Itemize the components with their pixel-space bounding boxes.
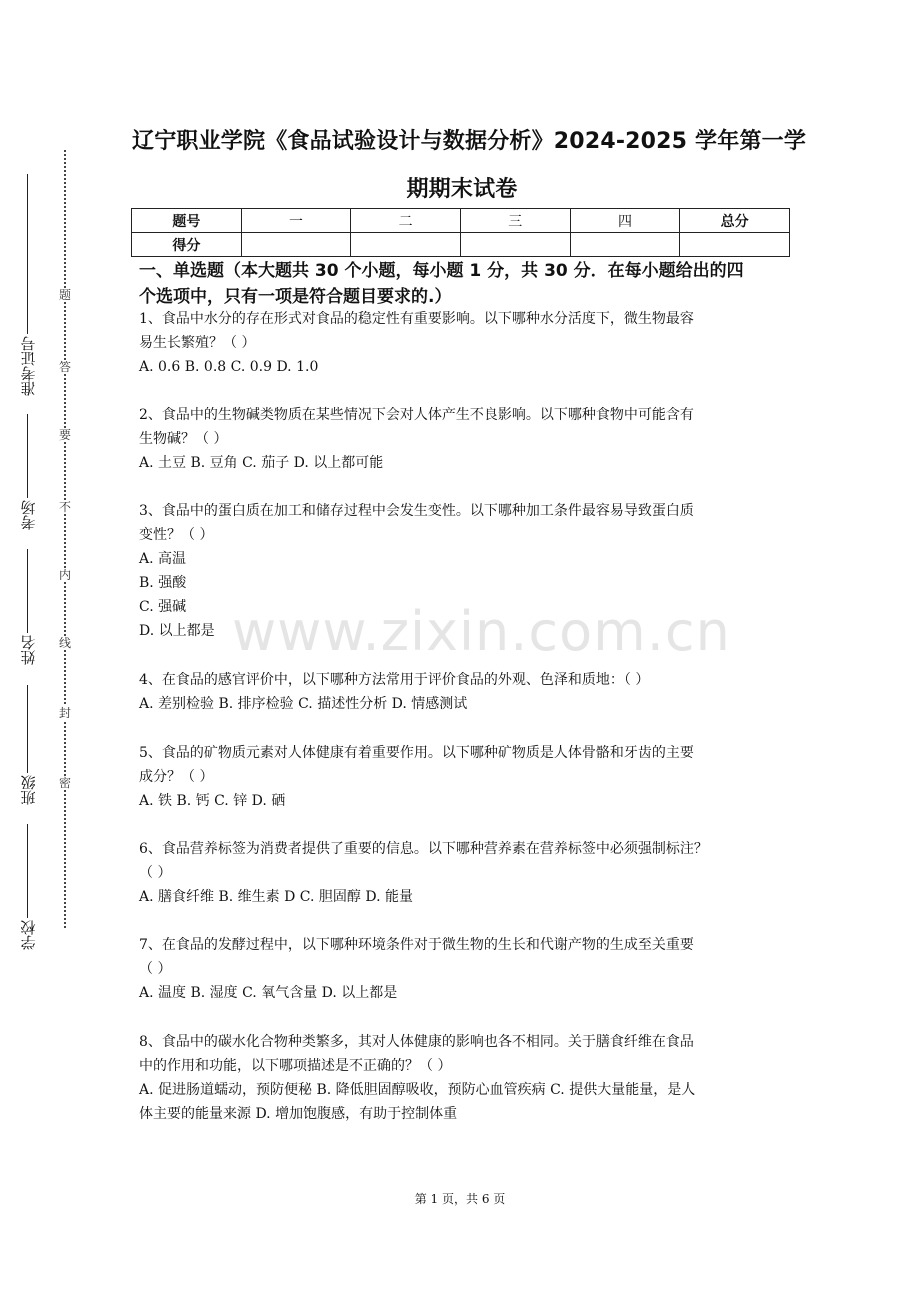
- class-field[interactable]: [16, 680, 40, 805]
- question-options: A. 膳食纤维 B. 维生素 D C. 胆固醇 D. 能量: [139, 889, 413, 905]
- binding-word: 封: [58, 706, 71, 720]
- exam-room-field[interactable]: [16, 410, 40, 530]
- question-options: 体主要的能量来源 D. 增加饱腹感，有助于控制体重: [139, 1106, 458, 1122]
- question-2: [139, 403, 789, 475]
- binding-word: 密: [58, 776, 71, 790]
- question-text: 变性？（ ）: [139, 527, 214, 543]
- name-label: 姓名: [19, 635, 38, 665]
- score-table-score-row: [132, 233, 790, 257]
- score-header-cell: 二: [351, 209, 461, 233]
- question-6: [139, 837, 789, 909]
- exam-title-line-1: 辽宁职业学院《食品试验设计与数据分析》2024-2025 学年第一学: [132, 129, 807, 154]
- watermark: www.zixin.com.cn: [232, 600, 731, 663]
- binding-dotted-line: [64, 150, 66, 928]
- question-text: 易生长繁殖？（ ）: [139, 335, 256, 351]
- question-text: 7、在食品的发酵过程中，以下哪种环境条件对于微生物的生长和代谢产物的生成至关重要: [139, 937, 694, 953]
- question-options: A. 铁 B. 钙 C. 锌 D. 硒: [139, 793, 286, 809]
- score-header-cell: 四: [570, 209, 680, 233]
- score-table: [131, 208, 790, 257]
- binding-word: 线: [58, 636, 71, 650]
- class-label: 班级: [19, 775, 38, 805]
- question-text: 1、食品中水分的存在形式对食品的稳定性有重要影响。以下哪种水分活度下，微生物最容: [139, 311, 694, 327]
- question-text: 6、食品营养标签为消费者提供了重要的信息。以下哪种营养素在营养标签中必须强制标注？: [139, 841, 708, 857]
- question-options: A. 温度 B. 湿度 C. 氧气含量 D. 以上都是: [139, 985, 398, 1001]
- exam-title-line-2: 期期末试卷: [406, 177, 518, 202]
- question-options: A. 0.6 B. 0.8 C. 0.9 D. 1.0: [139, 359, 319, 375]
- score-header-cell: 题号: [132, 209, 242, 233]
- section-heading-line: 个选项中，只有一项是符合题目要求的.）: [139, 287, 452, 307]
- page-footer: 第 1 页，共 6 页: [414, 1192, 506, 1206]
- school-field[interactable]: [16, 820, 40, 950]
- question-3: [139, 499, 789, 643]
- question-option: C. 强碱: [139, 599, 187, 615]
- score-cell[interactable]: [680, 233, 790, 257]
- score-cell[interactable]: [570, 233, 680, 257]
- question-text: 5、食品的矿物质元素对人体健康有着重要作用。以下哪种矿物质是人体骨骼和牙齿的主要: [139, 745, 694, 761]
- binding-word: 题: [58, 288, 71, 302]
- question-text: （ ）: [139, 865, 172, 881]
- score-cell[interactable]: [460, 233, 570, 257]
- question-4: [139, 668, 789, 716]
- admission-number-label: 准考证号: [19, 336, 38, 396]
- admission-number-blank[interactable]: [28, 174, 29, 334]
- binding-word: 内: [58, 568, 71, 582]
- question-text: 中的作用和功能，以下哪项描述是不正确的？（ ）: [139, 1058, 452, 1074]
- binding-word: 答: [58, 360, 71, 374]
- name-blank[interactable]: [28, 549, 29, 633]
- question-7: [139, 933, 789, 1005]
- school-label: 学校: [19, 920, 38, 950]
- question-option: B. 强酸: [139, 575, 187, 591]
- exam-room-blank[interactable]: [28, 414, 29, 498]
- class-blank[interactable]: [28, 685, 29, 773]
- question-text: 3、食品中的蛋白质在加工和储存过程中会发生变性。以下哪种加工条件最容易导致蛋白质: [139, 503, 694, 519]
- question-8: [139, 1030, 789, 1126]
- score-table-header-row: [132, 209, 790, 233]
- score-cell[interactable]: [351, 233, 461, 257]
- question-text: 8、食品中的碳水化合物种类繁多，其对人体健康的影响也各不相同。关于膳食纤维在食品: [139, 1034, 694, 1050]
- question-options: A. 差别检验 B. 排序检验 C. 描述性分析 D. 情感测试: [139, 696, 468, 712]
- question-text: 2、食品中的生物碱类物质在某些情况下会对人体产生不良影响。以下哪种食物中可能含有: [139, 407, 694, 423]
- score-header-cell: 一: [241, 209, 351, 233]
- school-blank[interactable]: [28, 824, 29, 918]
- question-text: （ ）: [139, 961, 172, 977]
- question-text: 成分？（ ）: [139, 769, 214, 785]
- question-option: A. 高温: [139, 551, 187, 567]
- section-heading: [139, 258, 789, 310]
- admission-number-field[interactable]: [16, 160, 40, 396]
- name-field[interactable]: [16, 545, 40, 665]
- binding-word: 要: [58, 428, 71, 442]
- question-option: D. 以上都是: [139, 623, 215, 639]
- question-text: 4、在食品的感官评价中，以下哪种方法常用于评价食品的外观、色泽和质地：（ ）: [139, 672, 650, 688]
- score-header-cell: 三: [460, 209, 570, 233]
- score-header-cell: 总分: [680, 209, 790, 233]
- exam-room-label: 考场: [19, 500, 38, 530]
- question-1: [139, 307, 789, 379]
- question-options: A. 土豆 B. 豆角 C. 茄子 D. 以上都可能: [139, 455, 384, 471]
- question-text: 生物碱？（ ）: [139, 431, 228, 447]
- score-cell[interactable]: [241, 233, 351, 257]
- question-5: [139, 741, 789, 813]
- question-options: A. 促进肠道蠕动，预防便秘 B. 降低胆固醇吸收，预防心血管疾病 C. 提供大量能量，是人: [139, 1082, 696, 1098]
- binding-word: 不: [58, 500, 71, 514]
- section-heading-line: 一、单选题（本大题共 30 个小题，每小题 1 分，共 30 分．在每小题给出的四: [139, 261, 744, 281]
- score-row-label: 得分: [132, 233, 242, 257]
